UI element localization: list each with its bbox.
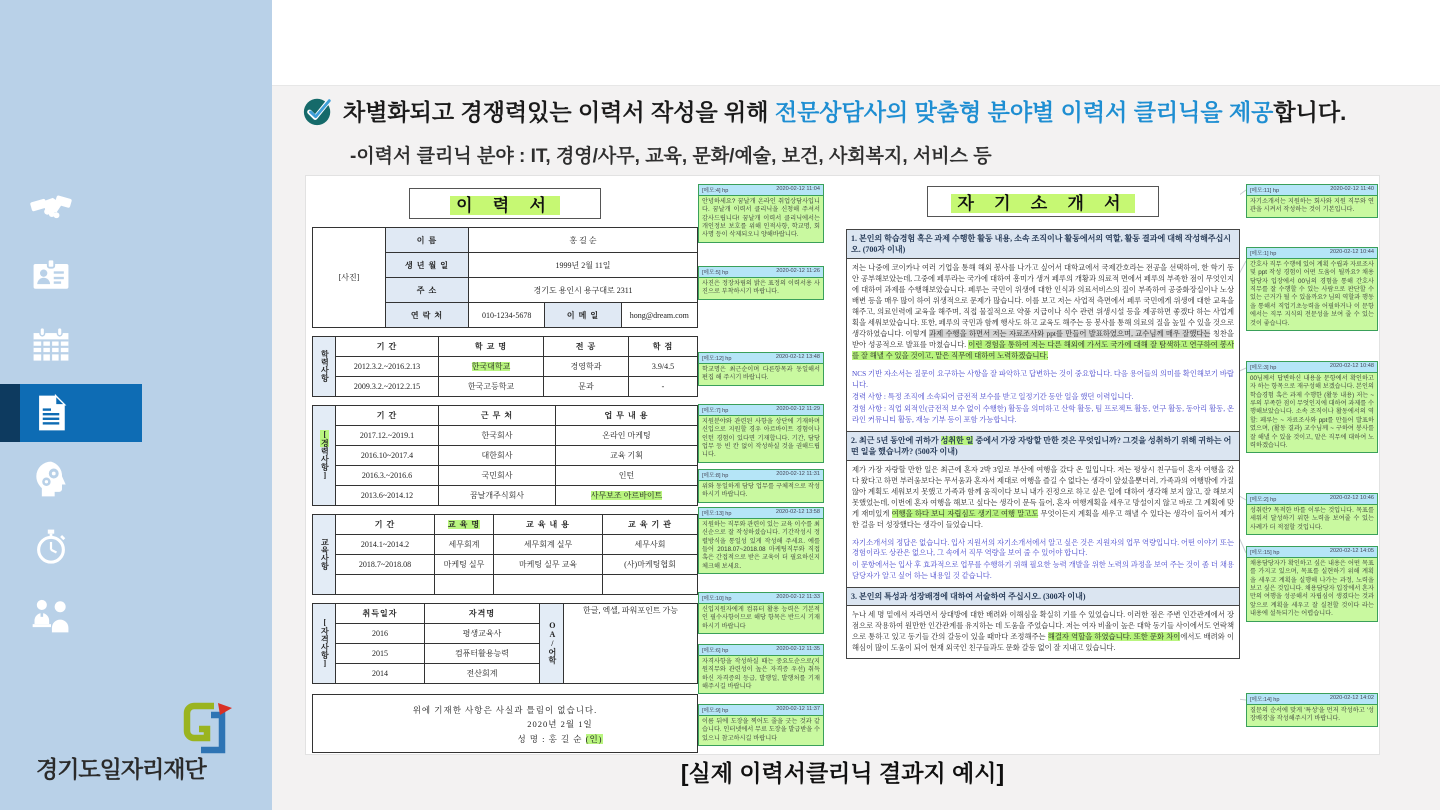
column-header: 자격명 <box>425 604 540 624</box>
column-header: 기 간 <box>336 337 439 357</box>
cell: 2012.3.2.~2016.2.13 <box>336 357 439 377</box>
comment-box <box>1246 693 1378 727</box>
comment-anchor-highlight: 성취한 일 <box>940 435 974 445</box>
answer-2: 제가 가장 자랑할 만한 일은 최근에 혼자 2박 3일로 부산에 여행을 갔다 온 일입니다. 저는 평상시 친구들이 혼자 여행을 갔다 왔다고 하면 부러움보다는 무서움과 혼자서 제대로 여행을 즐길 수 없다는 생각이 앞섰을뿐더러, 가족과의 여행밖에 가질 않아 계획도 세워보지 못했고 가족과 함께 움직이다 보니 내가 진정으로 하고 싶은 일에 대하여 생각해 보지 않고, 잘 해보지 못했었는데, 이번에 혼자 여행을 해보고 싶다는 생각이 문득 들어, 혼자 여행계획을 세우고 망설이지 않고 바로 그 계획에 맞게 재미있게 여행을 하다 보니 자립심도 생기고 여행 말고도 무엇이든지 계획을 세우고 해낼 수 있다는 생각이 들어서 제가 한 걸음 더 성장했다는 생각이 들었습니다. 자기소개서의 정답은 없습니다. 입사 지원서의 자기소개서에서 알고 싶은 것은 지원자의 업무 역량입니다. 어떤 이야기 또는 경험이라도 상관은 없으나, 그 속에서 직무 역량을 보여 줄 수 있어야 합니다. 이 문항에서는 입사 후 효과적으로 업무를 수행하기 위해 필요한 능력 개발을 위한 노력의 과정을 보여 주는 것이 좀 더 채용담당자가 알고 싶어 하는 내용일 것 같습니다. <box>852 464 1234 581</box>
cell: 전산회계 <box>425 664 540 684</box>
title-prefix: 차별화되고 경쟁력있는 이력서 작성을 위해 <box>343 99 775 125</box>
sidebar <box>0 0 272 810</box>
comment-header: [메모:7] hp 2020-02-12 11:29 <box>699 405 823 416</box>
comment-box <box>1246 184 1378 218</box>
sidebar-item-schedule[interactable] <box>0 316 272 374</box>
comment-header: [메모:15] hp 2020-02-12 14:05 <box>1247 547 1377 558</box>
answer-1: 저는 나중에 코이카나 여러 기업을 통해 해외 봉사를 나가고 싶어서 대학교에서 국제간호라는 전공을 선택하여, 한 학기 동안 공부해보았는데, 그중에 페루라는 국가에 대하여 흥미가 생겨 페루의 개황과 의료적 면에서 페루의 부족한 점이 무엇인지에 대하여 과제를 수행해보았습니다. 페루는 국민이 위생에 대한 인식과 의료서비스의 질이 부족하여 공중화장실이나 노상 배변 등을 매우 많이 하여 위생적으로 문제가 많습니다. 이를 보고 저는 사업적 측면에서 페루 국민에게 위생에 대한 교육을 해주고, 의료인력에 교육을 해주며, 직접 물질적으로 약품 지급이나 식수 관련 위생시설 등을 제공하면 좋겠다 하는 사업계획을 세워보았습니다. 또한, 페루의 국민과 함께 행사도 하고 교육도 해주는 등 봉사를 통해 의료의 질을 높일 수 있을 것으로 생각하였습니다. 이렇게 과제 수행을 하면서 저는 자료조사와 ppt를 만들어 발표하였으며, 교수님께 매우 잘했다는 칭찬을 받아 성공적으로 발표를 마쳤습니다. 이런 경험을 통하여 저는 다른 해외에 가서도 국가에 대해 잘 탐색하고 연구하여 봉사를 잘 해낼 수 있을 것이고, 맡은 직무에 대하여 노력하겠습니다. NCS 기반 자소서는 질문이 요구하는 사항을 잘 파악하고 답변하는 것이 중요합니다. 다음 용어들의 의미를 확인해보기 바랍니다. 경력 사항 : 특정 조직에 소속되어 금전적 보수를 받고 일정기간 동안 일을 했던 이력입니다. 경험 사항 : 직업 외적인(금전적 보수 없이 수행한) 활동을 의미하고 산학 활동, 팀 프로젝트 활동, 연구 활동, 동아리 활동, 온라인 커뮤니티 활동, 재능 기부 등이 포함 가능합니다. <box>852 263 1235 424</box>
career-section-label: [경력사항] <box>313 406 336 506</box>
cell: 한국회사 <box>439 426 556 446</box>
photo-placeholder: [사진] <box>313 228 386 328</box>
table-row <box>313 357 698 377</box>
comment-header: [메모:10] hp 2020-02-12 11:33 <box>699 593 823 604</box>
cell: 2013.6~2014.12 <box>336 486 439 506</box>
education-table <box>312 336 698 397</box>
subtitle: -이력서 클리닉 분야 : IT, 경영/사무, 교육, 문화/예술, 보건, 사회복지, 서비스 등 <box>350 146 992 167</box>
cell <box>494 575 603 595</box>
cell: 문과 <box>544 377 629 397</box>
gyeonggi-job-foundation-logo <box>36 698 246 790</box>
id-card-icon <box>29 253 73 297</box>
birth-label: 생 년 월 일 <box>386 253 469 278</box>
cell: 국민회사 <box>439 466 556 486</box>
cell: 세무회계 <box>435 535 494 555</box>
sidebar-item-interview[interactable] <box>0 586 272 644</box>
birth-value: 1999년 2월 11일 <box>469 253 698 278</box>
cell: (사)마케팅협회 <box>603 555 698 575</box>
column-header: 기 간 <box>336 515 435 535</box>
email-value: hong@dream.com <box>621 303 697 328</box>
address-value: 경기도 용인시 용구대로 2311 <box>469 278 698 303</box>
comment-box <box>698 644 824 694</box>
resume-document <box>312 188 698 746</box>
cell: 세무회계 실무 <box>494 535 603 555</box>
table-row <box>313 575 698 595</box>
comment-header: [메모:4] hp 2020-02-12 11:04 <box>699 185 823 196</box>
comment-body: 자기소개서는 지원하는 회사와 지원 직무와 연관을 시켜서 작성하는 것이 기본입니다. <box>1250 198 1374 214</box>
table-row <box>313 535 698 555</box>
comment-body: 자격사항을 작성하실 때는 중요도순으로(지원직무와 관련성이 높은 자격증 우선) 취득하신 자격증의 등급, 발행일, 발행처를 기재해주시길 바랍니다 <box>702 658 820 691</box>
cell: 3.9/4.5 <box>629 357 698 377</box>
comment-anchor-highlight: 과제 수행을 하면서 저는 자료조사와 ppt를 만들어 발표하였으며, 교수님께 매우 잘했다는 <box>929 329 1211 338</box>
cell: 2016 <box>336 624 425 644</box>
comment-header: [메모:6] hp 2020-02-12 11:35 <box>699 645 823 656</box>
table-row <box>313 486 698 506</box>
comment-header: [메모:8] hp 2020-02-12 11:31 <box>699 470 823 481</box>
comment-box <box>698 592 824 634</box>
logo-text: 경기도일자리재단 <box>36 756 206 782</box>
comment-box <box>1246 247 1378 331</box>
comment-box <box>698 352 824 386</box>
certs-section-label: [자격사항] <box>313 604 336 684</box>
oa-language-label: OA/어학 <box>540 604 564 684</box>
comment-box <box>698 469 824 503</box>
heading-row <box>302 94 1346 127</box>
top-white-band <box>272 0 1440 86</box>
comment-body: 이름 뒤에 도장을 찍어도 줄을 긋는 것과 같습니다. 인터넷에서 무료 도장을 발급받을 수 있으니 참고하시길 바랍니다 <box>702 718 820 742</box>
cell: 2014 <box>336 664 425 684</box>
cell: 2016.10~2017.4 <box>336 446 439 466</box>
comment-header: [메모:13] hp 2020-02-12 13:58 <box>699 508 823 519</box>
certificates-table <box>312 603 698 684</box>
sidebar-item-profile[interactable] <box>0 246 272 304</box>
resume-title: 이 력 서 <box>450 196 560 215</box>
cell: 2015 <box>336 644 425 664</box>
consultant-feedback: 자기소개서의 정답은 없습니다. 입사 지원서의 자기소개서에서 알고 싶은 것은 지원자의 업무 역량입니다. 어떤 이야기 또는 경험이라도 상관은 없으나, 그 속에서 직무 역량을 보여 줄 수 있어야 합니다. 이 문항에서는 입사 후 효과적으로 업무를 수행하기 위해 필요한 능력 개발을 위한 노력의 과정을 보여 주는 것이 좀 더 채용담당자가 알고 싶어 하는 내용일 것 같습니다. <box>852 537 1234 581</box>
comment-body: 지원하는 직무와 관련이 있는 교육 이수를 최신순으로 잘 작성하셨습니다. 기간작성시 정렬방식을 통일성 있게 작성해 주세요. 예를 들어 2018.07~2018.08 마케팅직무와 직접 혹은 간접적으로 받은 교육이 더 필요하신지 체크해 보세요. <box>702 521 820 570</box>
comment-header: [메모:1] hp 2020-02-12 10:44 <box>1247 248 1377 259</box>
cell <box>435 575 494 595</box>
comment-anchor-highlight: 이런 경험을 통하여 저는 다른 해외에 가서도 국가에 대해 잘 탐색하고 연구하여 봉사를 잘 해낼 수 있을 것이고, 맡은 직무에 대하여 노력하겠습니다. <box>852 339 1235 360</box>
comment-header: [메모:12] hp 2020-02-12 13:48 <box>699 353 823 364</box>
cover-letter-title-box <box>927 186 1159 217</box>
comment-header: [메모:11] hp 2020-02-12 11:40 <box>1247 185 1377 196</box>
cell: 2009.3.2.~2012.2.15 <box>336 377 439 397</box>
comment-body: 지원분야와 관련된 사항을 상단에 기재하며 신입으로 지원할 경우 아르바이트 경험이나 인턴 경험이 있다면 기재합니다. 기간, 담당업무 등 빈 칸 없이 작성하실 것을 권해드립니다. <box>702 418 820 459</box>
table-row <box>313 446 698 466</box>
cell: 2017.12.~2019.1 <box>336 426 439 446</box>
cell <box>603 575 698 595</box>
comment-body: 신입지원자에게 컴퓨터 활용 능력은 기본적인 필수사항이므로 해당 항목은 반드시 기재하시기 바랍니다 <box>702 606 820 630</box>
cell: 2014.1~2014.2 <box>336 535 435 555</box>
consultant-feedback: NCS 기반 자소서는 질문이 요구하는 사항을 잘 파악하고 답변하는 것이 중요합니다. 다음 용어들의 의미를 확인해보기 바랍니다. 경력 사항 : 특정 조직에 소속되어 금전적 보수를 받고 일정기간 동안 일을 했던 이력입니다. 경험 사항 : 직업 외적인(금전적 보수 없이 수행한) 활동을 의미하고 산학 활동, 팀 프로젝트 활동, 연구 활동, 동아리 활동, 온라인 커뮤니티 활동, 재능 기부 등이 포함 가능합니다. <box>852 368 1234 424</box>
cell: 사무보조 아르바이트 <box>556 486 698 506</box>
comment-header: [메모:9] hp 2020-02-12 11:37 <box>699 705 823 716</box>
name-value: 홍 길 순 <box>469 228 698 253</box>
name-label: 이 름 <box>386 228 469 253</box>
comment-body: 학교명은 최근순이며 다른항목과 동일해서 편집 해 주시기 바랍니다. <box>702 366 820 382</box>
comment-box <box>698 404 824 463</box>
comment-body: 간호사 직무 수행에 있어 계획 수립과 자료조사 및 ppt 작성 경험이 어떤 도움이 될까요? 채용담당자 입장에서 00님의 경험을 통해 간호사 직무를 잘 수행할 수 있는 사람으로 판단할 수 있는 근거가 될 수 있을까요? 님의 역할과 행동을 통해서 직업기초능력을 어필하거나 이 문항에서는 직무 지식의 전문성을 보여 줄 수 있는 것이 좋습니다. <box>1250 261 1374 327</box>
slide-main <box>272 0 1440 810</box>
column-header: 교 육 내 용 <box>494 515 603 535</box>
resume-personal-info-table <box>312 227 698 328</box>
cell: - <box>629 377 698 397</box>
title-highlight: 전문상담사의 맞춤형 분야별 이력서 클리닉을 제공 <box>774 99 1274 125</box>
interview-icon <box>29 593 73 637</box>
cell: 2016.3.~2016.6 <box>336 466 439 486</box>
cell: 세무사회 <box>603 535 698 555</box>
cover-letter-body <box>846 229 1240 659</box>
column-header: 기 간 <box>336 406 439 426</box>
career-table <box>312 405 698 506</box>
comment-header: [메모:14] hp 2020-02-12 14:02 <box>1247 694 1377 705</box>
column-header: 학 교 명 <box>439 337 544 357</box>
table-row <box>313 555 698 575</box>
comment-body: 질문의 순서에 맞게 '특성'을 먼저 작성하고 '성장배경'을 작성해주시기 바랍니다. <box>1250 707 1374 723</box>
cover-letter-document <box>846 186 1240 746</box>
comment-box <box>698 266 824 300</box>
comment-anchor-highlight: 해결자 역할을 하였습니다. 또한 문화 차이 <box>1047 632 1181 642</box>
comment-header: [메모:3] hp 2020-02-12 10:48 <box>1247 362 1377 373</box>
phone-label: 연 락 처 <box>386 303 469 328</box>
column-header: 업 무 내 용 <box>556 406 698 426</box>
comment-box <box>698 704 824 746</box>
comment-header: [메모:2] hp 2020-02-12 10:46 <box>1247 494 1377 505</box>
comment-body: 안녕하세요? 꿈날개 온라인 취업상담사입니다. 꿈날개 이력서 클리닉을 신청해 주셔서 감사드립니다! 꿈날개 이력서 클리닉에서는 개인정보 보호를 위해 인적사항, 학교명, 회사명 등이 삭제되오니 양해바랍니다. <box>702 198 820 239</box>
cell: 인턴 <box>556 466 698 486</box>
cell: 마케팅 실무 <box>435 555 494 575</box>
cell <box>336 575 435 595</box>
comment-box <box>1246 493 1378 535</box>
title-suffix: 합니다. <box>1273 99 1347 125</box>
comment-body: 성취란? 목적한 바를 이루는 것입니다. 목표를 세워서 달성하기 위한 노력을 보여줄 수 있는 사례가 더 적절할 것입니다. <box>1250 507 1374 531</box>
question-3: 3. 본인의 특성과 성장배경에 대하여 서술하여 주십시오. (300자 이내) <box>847 587 1239 606</box>
column-header: 교 육 명 <box>435 515 494 535</box>
cell: 한국대학교 <box>439 357 544 377</box>
training-section-label: 교육사항 <box>313 515 336 595</box>
sidebar-item-matching[interactable] <box>0 178 272 236</box>
comment-body: 채용담당자가 확인하고 싶은 내용은 어떤 목표를 가지고 있으며, 목표를 실현하기 위해 계획을 세우고 계획을 실행해 나가는 과정, 노력을 보고 싶은 것입니다. 채용담당자 입장에서 혼자만의 여행을 성공해서 자립심이 생겼다는 것과 앞으로 계획을 세우고 잘 실천할 것이다 라는 내용에 설득되기는 어렵습니다. <box>1250 560 1374 618</box>
table-row <box>313 377 698 397</box>
column-header: 취득일자 <box>336 604 425 624</box>
comment-box <box>698 507 824 574</box>
declaration-signature: 성 명 : 홍 길 순 (인) <box>517 733 603 744</box>
training-table <box>312 514 698 595</box>
calendar-icon <box>29 323 73 367</box>
comment-box <box>1246 546 1378 622</box>
column-header: 학 점 <box>629 337 698 357</box>
comment-header: [메모:5] hp 2020-02-12 11:26 <box>699 267 823 278</box>
comment-anchor-highlight: 여행을 하다 보니 자립심도 생기고 여행 말고도 <box>891 508 1039 518</box>
table-row <box>313 466 698 486</box>
check-icon <box>302 95 334 127</box>
logo-mark-icon <box>178 698 232 756</box>
column-header: 교 육 기 관 <box>603 515 698 535</box>
address-label: 주 소 <box>386 278 469 303</box>
cell: 마케팅 실무 교육 <box>494 555 603 575</box>
declaration-date: 2020년 2월 1일 <box>527 719 593 730</box>
column-header: 근 무 처 <box>439 406 556 426</box>
cell: 대한회사 <box>439 446 556 466</box>
sidebar-item-time[interactable] <box>0 518 272 576</box>
head-gear-icon <box>29 457 73 501</box>
clinic-result-image <box>305 175 1380 755</box>
cell: 컴퓨터활용능력 <box>425 644 540 664</box>
cell: 평생교육사 <box>425 624 540 644</box>
document-icon <box>29 391 73 435</box>
comment-box <box>1246 361 1378 453</box>
comment-body: 사진은 정장차림의 밝은 표정의 이력서용 사진으로 부착하시기 바랍니다. <box>702 280 820 296</box>
cell: 온라인 마케팅 <box>556 426 698 446</box>
cover-letter-title: 자 기 소 개 서 <box>951 194 1134 213</box>
education-section-label: 학력사항 <box>313 337 336 397</box>
cell: 교육 기획 <box>556 446 698 466</box>
declaration-box <box>312 694 698 753</box>
cell: 한국고등학교 <box>439 377 544 397</box>
handshake-icon <box>29 185 73 229</box>
cell: 꿈날개주식회사 <box>439 486 556 506</box>
resume-title-box <box>409 188 601 219</box>
cell: 경영학과 <box>544 357 629 377</box>
comment-body: 위와 동일하게 담당 업무를 구체적으로 작성하시기 바랍니다. <box>702 483 820 499</box>
answer-3: 누나 세 명 밑에서 자라면서 상대방에 대한 배려와 이해심을 확실히 기를 수 있었습니다. 이러한 점은 주변 인간관계에서 장점으로 작용하여 원만한 인간관계를 유지하는 데 도움을 주었습니다. 저는 여자 비율이 높은 대학 동기들 사이에서도 연락책으로 통하고 있고 동기들 간의 갈등이 있을 때마다 조정해주는 해결자 역할을 하였습니다. 또한 문화 차이에서도 배려와 이해심이 많이 도움이 되어 현재 외국인 친구들과도 문화 갈등 없이 잘 지내고 있습니다. <box>852 610 1234 653</box>
table-row <box>313 426 698 446</box>
cell: 2018.7~2018.08 <box>336 555 435 575</box>
comment-box <box>698 184 824 243</box>
comment-body: 00님께서 답변하신 내용을 문항에서 확인하고자 하는 항목으로 재구성해 보겠습니다. 본인의 학습경험 혹은 과제 수행한 (활동 내용) 저는 ~ 루의 부족한 점이 무엇인지에 대하여 과제를 수행해보았습니다. 소속 조직이나 활동에서의 역할: 페루는 ~ 자료조사와 ppt를 만들어 발표하였으며, (활동 결과) 교수님께 ~ 구하여 봉사를 잘 해낼 수 있을 것이고, 맡은 직무에 대하여 노력하겠습니다. <box>1250 375 1374 449</box>
column-header: 전 공 <box>544 337 629 357</box>
page-title <box>343 94 1346 127</box>
question-2: 2. 최근 5년 동안에 귀하가 성취한 일 중에서 가장 자랑할 만한 것은 무엇입니까? 그것을 성취하기 위해 귀하는 어떤 일을 했습니까? (500자 이내) <box>847 431 1239 461</box>
active-item-notch <box>0 384 20 442</box>
image-caption: [실제 이력서클리닉 결과지 예시] <box>680 760 1005 786</box>
email-label: 이 메 일 <box>545 303 621 328</box>
declaration-line: 위에 기재한 사항은 사실과 틀림이 없습니다. <box>412 705 598 715</box>
stopwatch-icon <box>29 525 73 569</box>
phone-value: 010-1234-5678 <box>469 303 545 328</box>
sidebar-item-aptitude[interactable] <box>0 450 272 508</box>
sidebar-item-resume-clinic[interactable] <box>0 384 272 442</box>
seal-mark: (인) <box>585 733 603 744</box>
oa-language-value: 한글, 엑셀, 파워포인트 가능 <box>564 604 698 684</box>
question-1: 1. 본인의 학습경험 혹은 과제 수행한 활동 내용, 소속 조직이나 활동에서의 역할, 활동 결과에 대해 작성해주십시오. (700자 이내) <box>847 230 1239 259</box>
